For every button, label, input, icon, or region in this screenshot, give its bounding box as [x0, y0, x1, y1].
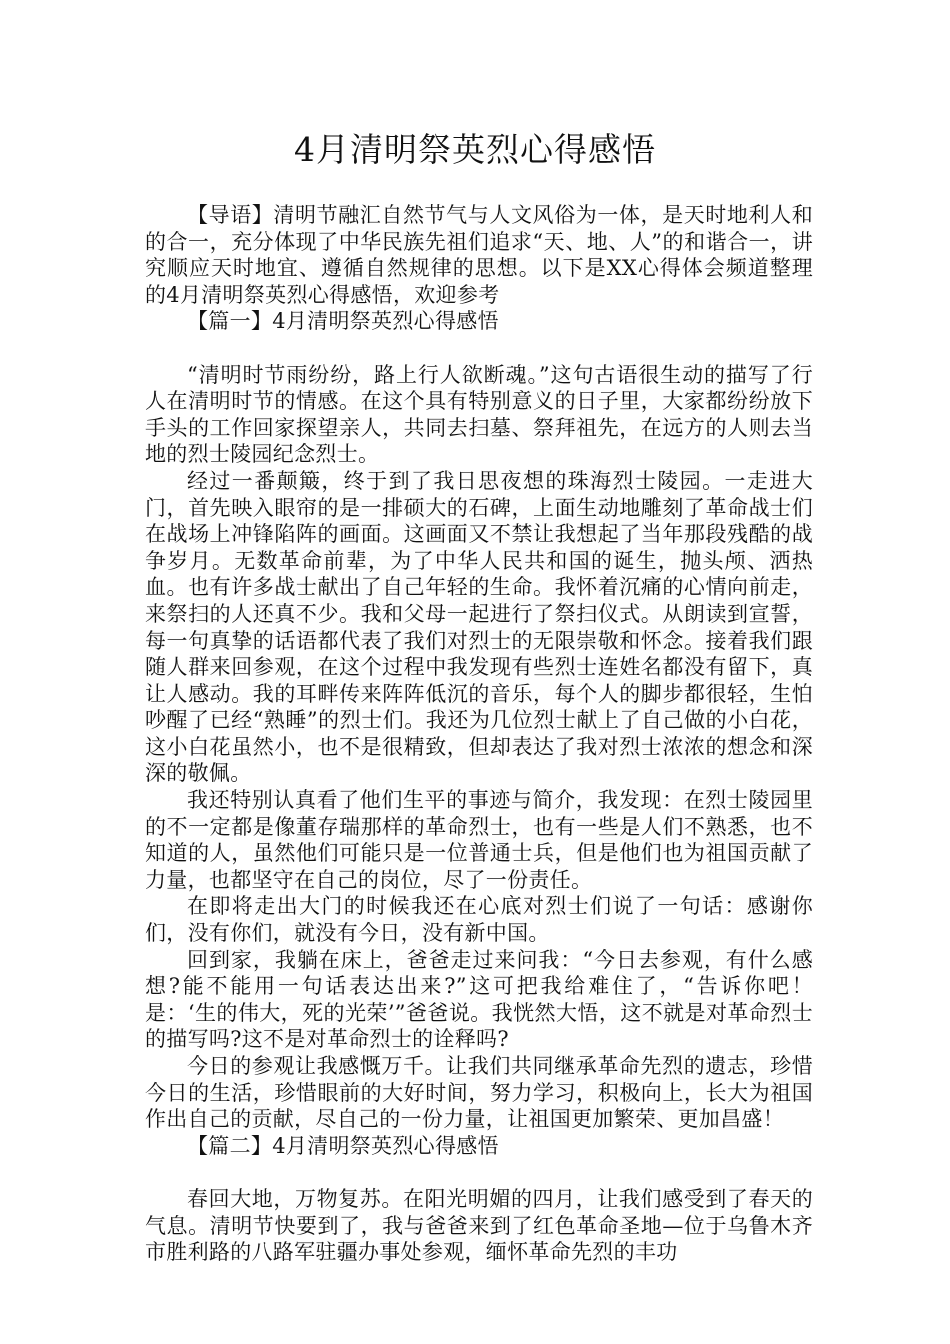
paragraph: 春回大地，万物复苏。在阳光明媚的四月，让我们感受到了春天的气息。清明节快要到了，我与爸爸来到了红色革命圣地—位于乌鲁木齐市胜利路的八路军驻疆办事处参观，缅怀革命先烈的丰功 [145, 1186, 813, 1265]
blank-line [145, 335, 813, 362]
section-heading-1: 【篇一】4月清明祭英烈心得感悟 [187, 309, 499, 334]
paragraph: 我还特别认真看了他们生平的事迹与简介，我发现：在烈士陵园里的不一定都是像董存瑞那样的革命烈士，也有一些是人们不熟悉，也不知道的人，虽然他们可能只是一位普通士兵，但是他们也为祖国贡献了力量，也都坚守在自己的岗位，尽了一份责任。 [145, 788, 813, 892]
blank-line [145, 1159, 813, 1186]
document-title: 4月清明祭英烈心得感悟 [294, 130, 656, 169]
intro-paragraph: 【导语】清明节融汇自然节气与人文风俗为一体，是天时地利人和的合一，充分体现了中华民族先祖们追求“天、地、人”的和谐合一，讲究顺应天时地宜、遵循自然规律的思想。以下是XX心得体会频道整理的4月清明祭英烈心得感悟，欢迎参考 [145, 203, 813, 307]
paragraph: 今日的参观让我感慨万千。让我们共同继承革命先烈的遗志，珍惜今日的生活，珍惜眼前的大好时间，努力学习，积极向上，长大为祖国作出自己的贡献，尽自己的一份力量，让祖国更加繁荣、更加昌盛！ [145, 1054, 813, 1132]
paragraph: 经过一番颠簸，终于到了我日思夜想的珠海烈士陵园。一走进大门，首先映入眼帘的是一排硕大的石碑，上面生动地雕刻了革命战士们在战场上冲锋陷阵的画面。这画面又不禁让我想起了当年那段残酷的战争岁月。无数革命前辈，为了中华人民共和国的诞生，抛头颅、洒热血。也有许多战士献出了自己年轻的生命。我怀着沉痛的心情向前走，来祭扫的人还真不少。我和父母一起进行了祭扫仪式。从朗读到宣誓，每一句真挚的话语都代表了我们对烈士的无限崇敬和怀念。接着我们跟随人群来回参观，在这个过程中我发现有些烈士连姓名都没有留下，真让人感动。我的耳畔传来阵阵低沉的音乐，每个人的脚步都很轻，生怕吵醒了已经“熟睡”的烈士们。我还为几位烈士献上了自己做的小白花，这小白花虽然小，也不是很精致，但却表达了我对烈士浓浓的想念和深深的敬佩。 [145, 468, 813, 786]
section-heading-2: 【篇二】4月清明祭英烈心得感悟 [187, 1133, 499, 1158]
paragraph: “清明时节雨纷纷，路上行人欲断魂。”这句古语很生动的描写了行人在清明时节的情感。在这个具有特别意义的日子里，大家都纷纷放下手头的工作回家探望亲人，共同去扫墓、祭拜祖先，在远方的人则去当地的烈士陵园纪念烈士。 [145, 362, 813, 467]
paragraph: 在即将走出大门的时候我还在心底对烈士们说了一句话：感谢你们，没有你们，就没有今日，没有新中国。 [145, 894, 813, 946]
document-body [145, 202, 813, 1266]
paragraph: 回到家，我躺在床上，爸爸走过来问我：“今日去参观，有什么感想?能不能用一句话表达出来?”这可把我给难住了，“告诉你吧！是：‘生的伟大，死的光荣’”爸爸说。我恍然大悟，这不就是对革命烈士的描写吗?这不是对革命烈士的诠释吗? [145, 947, 813, 1052]
